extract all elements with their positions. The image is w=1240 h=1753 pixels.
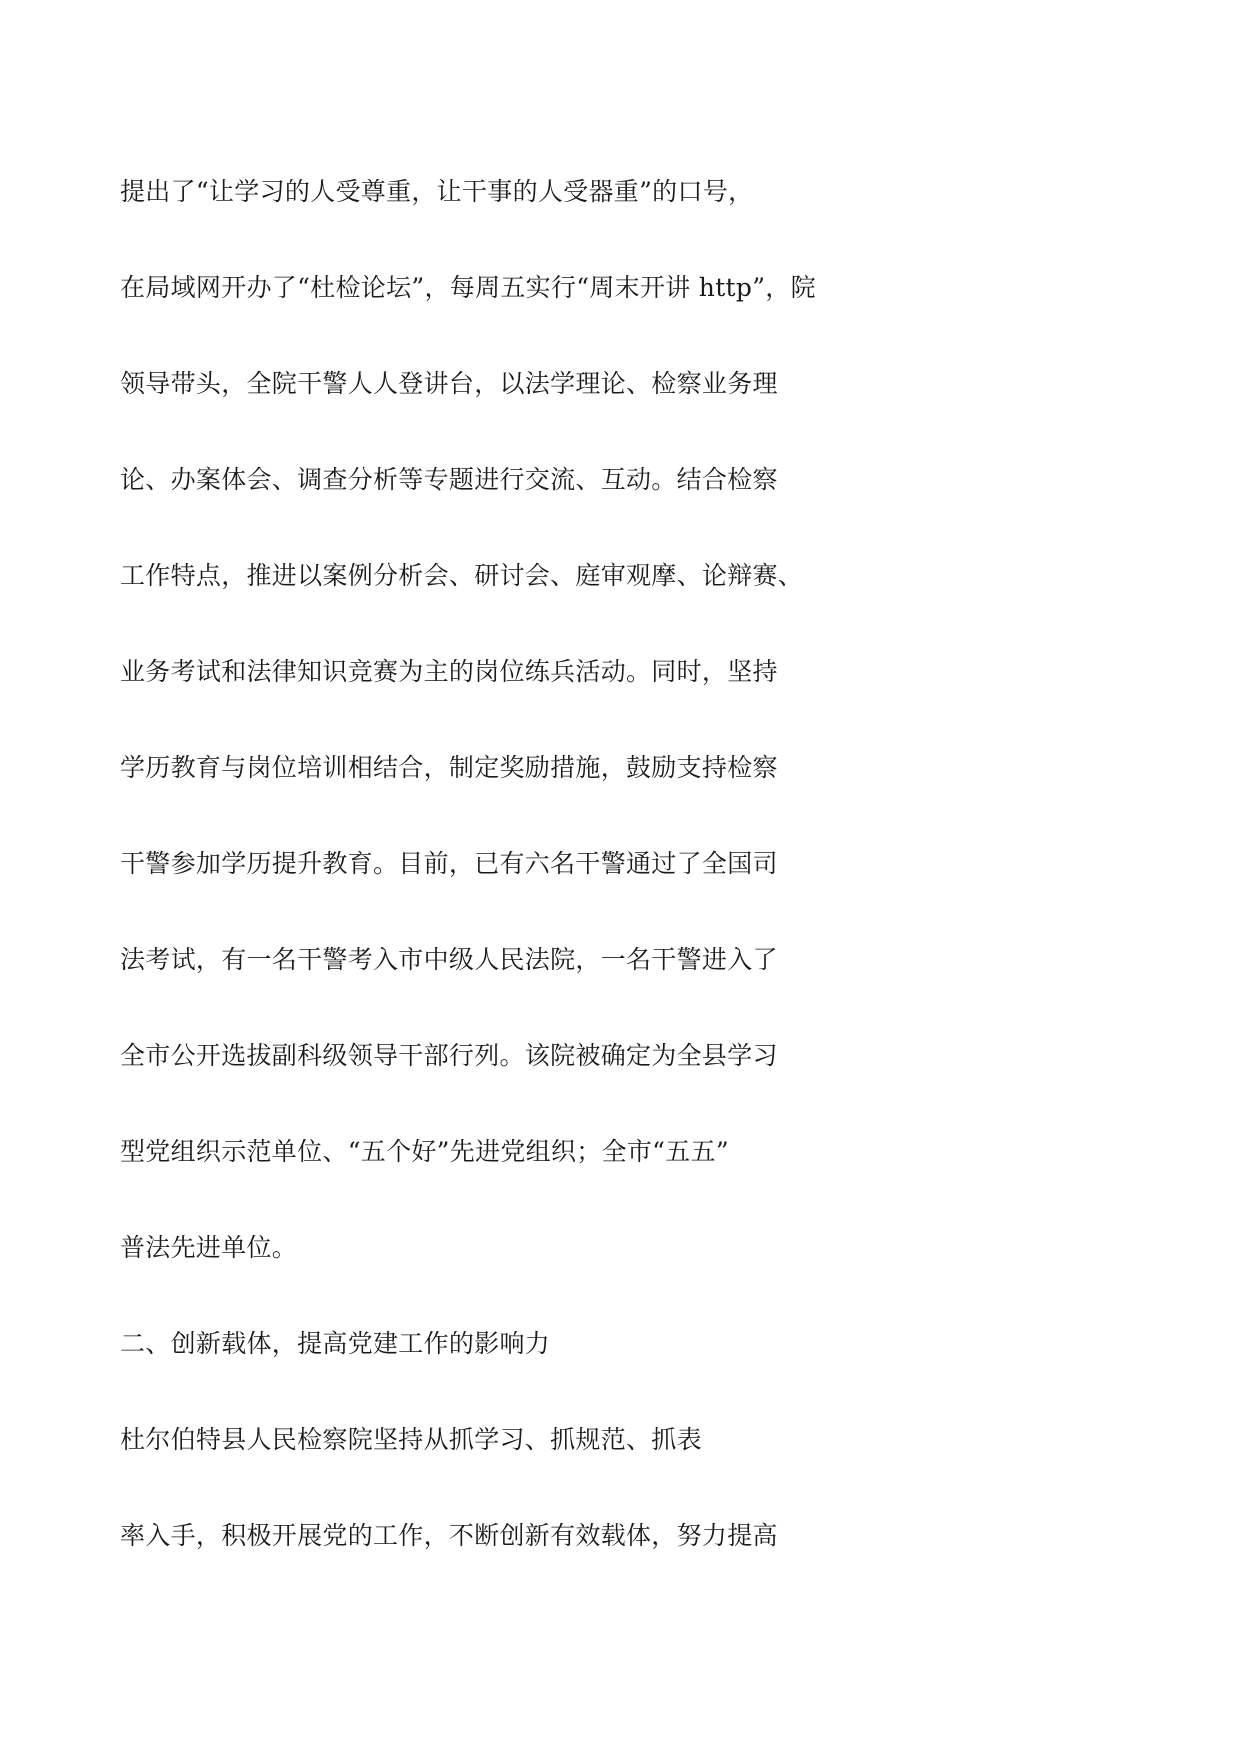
body-line-10: 全市公开选拔副科级领导干部行列。该院被确定为全县学习	[120, 1041, 778, 1070]
body-line-12: 普法先进单位。	[120, 1233, 298, 1262]
body-line-11: 型党组织示范单位、“五个好”先进党组织；全市“五五”	[120, 1137, 729, 1166]
body-line-3: 领导带头，全院干警人人登讲台，以法学理论、检察业务理	[120, 369, 778, 398]
body-line-7: 学历教育与岗位培训相结合，制定奖励措施，鼓励支持检察	[120, 753, 778, 782]
section-line-2: 率入手，积极开展党的工作，不断创新有效载体，努力提高	[120, 1521, 778, 1550]
body-line-6: 业务考试和法律知识竞赛为主的岗位练兵活动。同时，坚持	[120, 657, 778, 686]
body-line-8: 干警参加学历提升教育。目前，已有六名干警通过了全国司	[120, 849, 778, 878]
body-line-4: 论、办案体会、调查分析等专题进行交流、互动。结合检察	[120, 465, 778, 494]
body-line-2: 在局域网开办了“杜检论坛”，每周五实行“周末开讲 http”，院	[120, 273, 816, 302]
section-heading: 二、创新载体，提高党建工作的影响力	[120, 1329, 551, 1358]
body-line-9: 法考试，有一名干警考入市中级人民法院，一名干警进入了	[120, 945, 778, 974]
body-line-1: 提出了“让学习的人受尊重，让干事的人受器重”的口号，	[120, 177, 754, 206]
body-line-5: 工作特点，推进以案例分析会、研讨会、庭审观摩、论辩赛、	[120, 561, 804, 590]
section-line-1: 杜尔伯特县人民检察院坚持从抓学习、抓规范、抓表	[120, 1425, 702, 1454]
